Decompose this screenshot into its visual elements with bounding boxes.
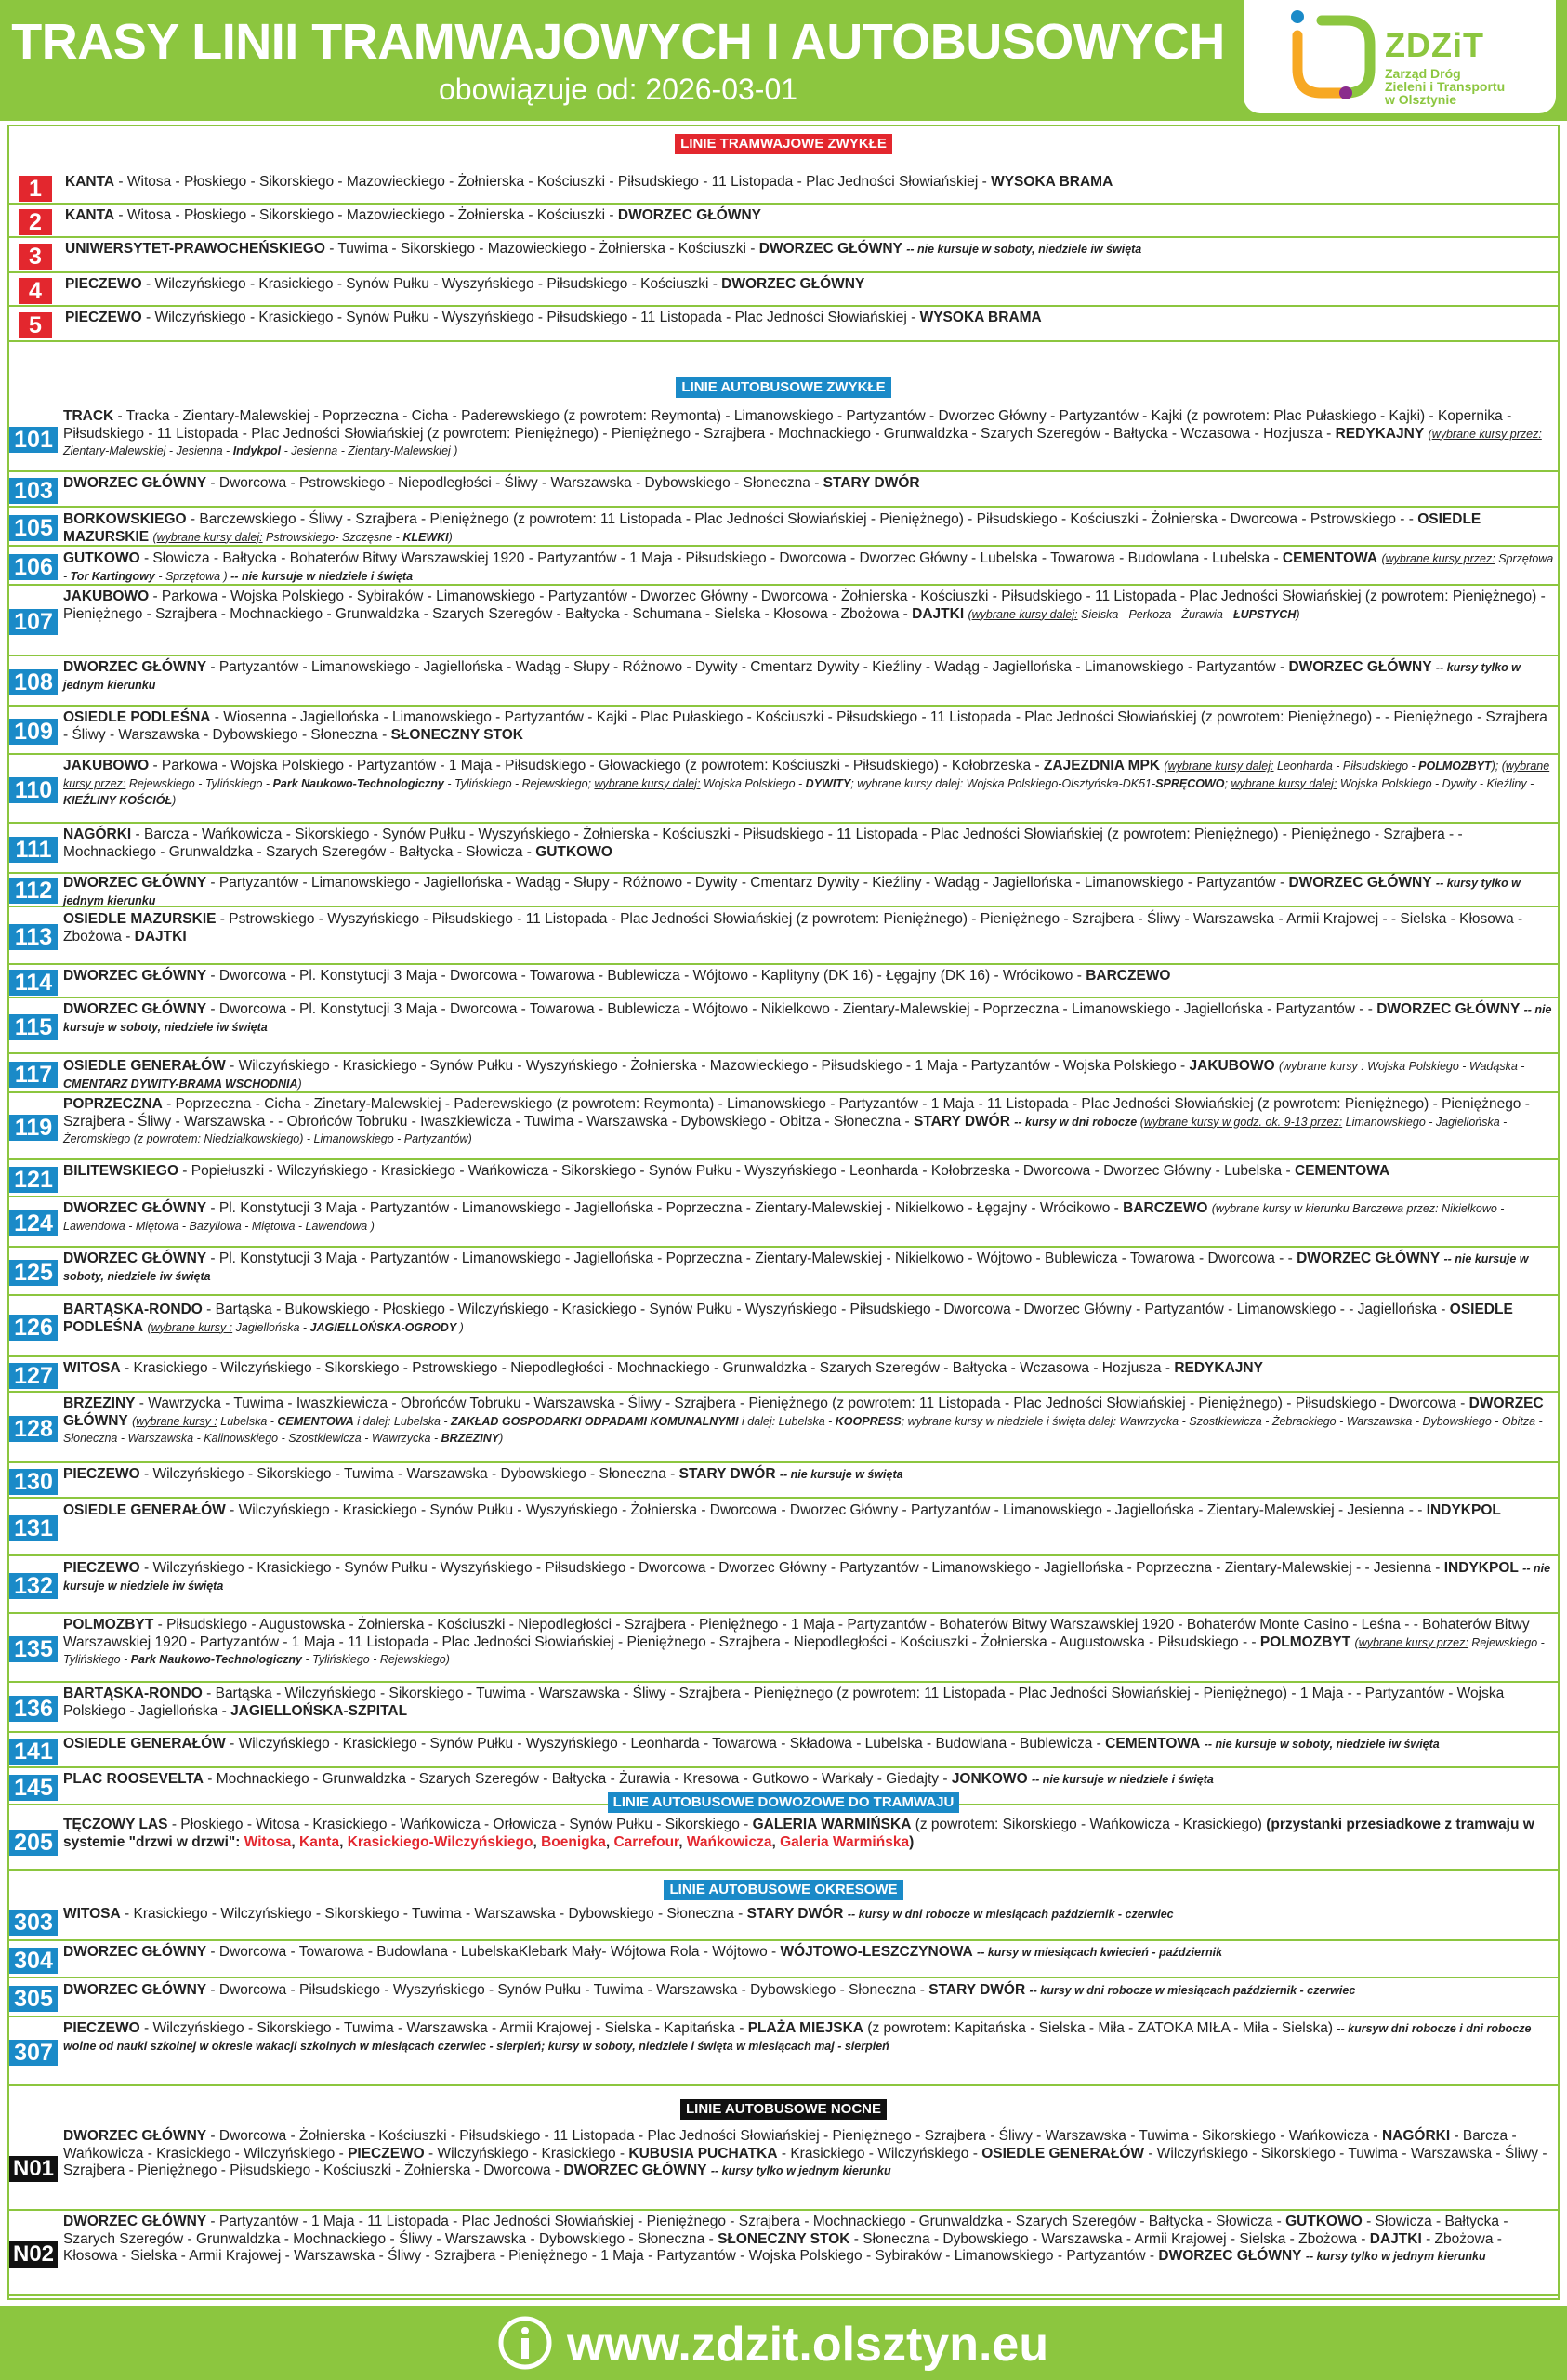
section-feeder-label: LINIE AUTOBUSOWE DOWOZOWE DO TRAMWAJU: [608, 1792, 960, 1813]
route-number-badge: 305: [9, 1986, 58, 2012]
section-seasonal-label: LINIE AUTOBUSOWE OKRESOWE: [664, 1880, 902, 1900]
route-number-badge: 110: [9, 777, 58, 803]
route-number-badge: 130: [9, 1469, 58, 1495]
info-icon: [497, 2315, 553, 2371]
route-row: [9, 309, 1558, 342]
route-row: [9, 1395, 1558, 1463]
route-number-badge: 117: [9, 1062, 58, 1088]
route-row: [9, 757, 1558, 824]
route-description: DWORZEC GŁÓWNY - Dworcowa - Piłsudskiego - Wyszyńskiego - Synów Pułku - Tuwima - Warszawska - Dybowskiego - Słoneczna - STARY DWÓR -- kursy w dni robocze w miesiącach październik - czerwiec: [63, 1982, 1356, 1998]
route-number-badge: 105: [9, 515, 58, 541]
route-description: WITOSA - Krasickiego - Wilczyńskiego - Sikorskiego - Pstrowskiego - Niepodległości - Mochnackiego - Grunwaldzka - Szarych Szeregów - Bałtycka - Wczasowa - Hozjusza - REDYKAJNY: [63, 1360, 1263, 1376]
route-number-badge: 119: [9, 1115, 58, 1141]
route-number-badge: 1: [19, 176, 52, 202]
route-number-badge: 205: [9, 1830, 58, 1856]
logo-line-3: w Olsztynie: [1385, 92, 1457, 107]
route-row: [9, 1980, 1558, 2017]
route-row: [9, 509, 1558, 547]
route-description: KANTA - Witosa - Płoskiego - Sikorskiego - Mazowieckiego - Żołnierska - Kościuszki - DWORZEC GŁÓWNY: [65, 207, 762, 223]
route-number-badge: 125: [9, 1260, 58, 1286]
route-description: DWORZEC GŁÓWNY - Dworcowa - Pstrowskiego - Niepodległości - Śliwy - Warszawska - Dybowskiego - Słoneczna - STARY DWÓR: [63, 475, 920, 491]
section-bus-label: LINIE AUTOBUSOWE ZWYKŁE: [676, 377, 890, 398]
route-row: [9, 1501, 1558, 1556]
route-row: [9, 1685, 1558, 1733]
route-row: [9, 1616, 1558, 1683]
zdzit-logo-icon: [1288, 7, 1377, 110]
route-description: TĘCZOWY LAS - Płoskiego - Witosa - Krasickiego - Wańkowicza - Orłowicza - Synów Pułku - Sikorskiego - GALERIA WARMIŃSKA (z powrotem: Sikorskiego - Wańkowicza - Krasickiego) (przystanki przesiadkowe z tramwaju w systemie "drzwi w drzwi": Witosa, Kanta, Krasickiego-Wilczyńskiego, Boenigka, Carrefour, Wańkowicza, Galeria Warmińska): [63, 1817, 1534, 1850]
route-number-badge: 304: [9, 1948, 58, 1974]
route-number-badge: 127: [9, 1363, 58, 1389]
route-number-badge: 107: [9, 609, 58, 635]
route-number-badge: N02: [9, 2241, 58, 2268]
route-number-badge: 111: [9, 837, 58, 863]
logo-line-1: Zarząd Dróg: [1385, 66, 1461, 81]
logo-line-2: Zieleni i Transportu: [1385, 79, 1506, 94]
route-number-badge: 121: [9, 1167, 58, 1193]
route-number-badge: 115: [9, 1014, 58, 1040]
route-row: [9, 2213, 1558, 2296]
route-number-badge: 112: [9, 878, 58, 904]
route-row: [9, 275, 1558, 307]
route-row: [9, 1815, 1558, 1871]
route-number-badge: 303: [9, 1910, 58, 1936]
section-tram-label: LINIE TRAMWAJOWE ZWYKŁE: [675, 134, 892, 154]
section-night-label: LINIE AUTOBUSOWE NOCNE: [680, 2099, 887, 2120]
route-row: [9, 2019, 1558, 2086]
route-description: BARTĄSKA-RONDO - Bartąska - Wilczyńskiego - Sikorskiego - Tuwima - Warszawska - Śliwy - Szrajbera - Pieniężnego (z powrotem: 11 Listopada - Plac Jedności Słowiańskiej - Pieniężnego) - 1 Maja - - Partyzantów - Wojska Polskiego - Jagiellońska - JAGIELLOŃSKA-SZPITAL: [63, 1686, 1505, 1719]
route-description: DWORZEC GŁÓWNY - Dworcowa - Pl. Konstytucji 3 Maja - Dworcowa - Towarowa - Bublewicza - Wójtowo - Nikielkowo - Zientary-Malewskiej - Poprzeczna - Limanowskiego - Jagiellońska - Partyzantów - - DWORZEC GŁÓWNY -- nie kursuje w soboty, niedziele iw święta: [63, 1001, 1552, 1034]
route-number-badge: 114: [9, 970, 58, 996]
route-number-badge: 2: [19, 209, 52, 235]
route-row: [9, 206, 1558, 238]
route-description: BORKOWSKIEGO - Barczewskiego - Śliwy - Szrajbera - Pieniężnego (z powrotem: 11 Listopada - Plac Jedności Słowiańskiej - Pieniężnego) - Piłsudskiego - Kościuszki - Żołnierska - Dworcowa - Pstrowskiego - - OSIEDLE MAZURSKIE (wybrane kursy dalej: Pstrowskiego- Szczęsne - KLEWKI): [63, 511, 1481, 545]
route-number-badge: 109: [9, 719, 58, 745]
route-row: [9, 708, 1558, 755]
route-row: [9, 874, 1558, 907]
logo-name: ZDZiT: [1385, 26, 1484, 64]
route-description: PIECZEWO - Wilczyńskiego - Krasickiego - Synów Pułku - Wyszyńskiego - Piłsudskiego - 11 Listopada - Plac Jedności Słowiańskiej - WYSOKA BRAMA: [65, 310, 1042, 325]
route-row: [9, 1095, 1558, 1160]
route-row: [9, 474, 1558, 508]
route-row: [9, 1465, 1558, 1499]
route-description: BARTĄSKA-RONDO - Bartąska - Bukowskiego - Płoskiego - Wilczyńskiego - Krasickiego - Synów Pułku - Wyszyńskiego - Piłsudskiego - Dworcowa - Dworzec Główny - Partyzantów - Limanowskiego - - Jagiellońska - OSIEDLE PODLEŚNA (wybrane kursy : Jagiellońska - JAGIELLOŃSKA-OGRODY ): [63, 1302, 1513, 1335]
route-description: DWORZEC GŁÓWNY - Partyzantów - Limanowskiego - Jagiellońska - Wadąg - Słupy - Różnowo - Dywity - Cmentarz Dywity - Kieźliny - Wadąg - Jagiellońska - Limanowskiego - Partyzantów - DWORZEC GŁÓWNY -- kursy tylko w jednym kierunku: [63, 659, 1521, 692]
route-row: [9, 909, 1558, 965]
route-description: KANTA - Witosa - Płoskiego - Sikorskiego - Mazowieckiego - Żołnierska - Kościuszki - Piłsudskiego - 11 Listopada - Plac Jedności Słowiańskiej - WYSOKA BRAMA: [65, 174, 1113, 190]
route-row: [9, 1250, 1558, 1296]
route-description: OSIEDLE GENERAŁÓW - Wilczyńskiego - Krasickiego - Synów Pułku - Wyszyńskiego - Leonharda - Towarowa - Składowa - Lubelska - Budowlana - Bublewicza - CEMENTOWA -- nie kursuje w soboty, niedziele iw święta: [63, 1736, 1440, 1752]
validity-date: obowiązuje od: 2026-03-01: [438, 73, 798, 106]
route-number-badge: 124: [9, 1210, 58, 1236]
section-night: [0, 2099, 1567, 2120]
route-description: OSIEDLE GENERAŁÓW - Wilczyńskiego - Krasickiego - Synów Pułku - Wyszyńskiego - Żołnierska - Mazowieckiego - Piłsudskiego - 1 Maja - Partyzantów - Wojska Polskiego - JAKUBOWO (wybrane kursy : Wojska Polskiego - Wadąska - CMENTARZ DYWITY-BRAMA WSCHODNIA): [63, 1058, 1525, 1091]
route-description: POLMOZBYT - Piłsudskiego - Augustowska - Żołnierska - Kościuszki - Niepodległości - Szrajbera - Pieniężnego - 1 Maja - Partyzantów - Bohaterów Bitwy Warszawskiej 1920 - Bohaterów Monte Casino - Leśna - - Bohaterów Bitwy Warszawskiej 1920 - Partyzantów - 1 Maja - 11 Listopada - Plac Jedności Słowiańskiej - Pieniężnego - Szrajbera - Niepodległości - Kościuszki - Żołnierska - Augustowska - Piłsudskiego - - POLMOZBYT (wybrane kursy przez: Rejewskiego - Tylińskiego - Park Naukowo-Technologiczny - Tylińskiego - Rejewskiego): [63, 1617, 1545, 1666]
route-description: TRACK - Tracka - Zientary-Malewskiej - Poprzeczna - Cicha - Paderewskiego (z powrotem: Reymonta) - Limanowskiego - Partyzantów - Dworzec Główny - Partyzantów - Kajki (z powrotem: Plac Pułaskiego - Kajki) - Kopernika - Piłsudskiego - 11 Listopada - Plac Jedności Słowiańskiej (z powrotem: Pieniężnego) - Pieniężnego - Szrajbera - Mochnackiego - Grunwaldzka - Szarych Szeregów - Bałtycka - Wczasowa - Hozjusza - REDYKAJNY (wybrane kursy przez: Zientary-Malewskiej - Jesienna - Indykpol - Jesienna - Zientary-Malewskiej ): [63, 408, 1542, 457]
route-row: [9, 407, 1558, 472]
route-description: DWORZEC GŁÓWNY - Dworcowa - Żołnierska - Kościuszki - Piłsudskiego - 11 Listopada - Plac Jedności Słowiańskiej - Pieniężnego - Szrajbera - Śliwy - Warszawska - Tuwima - Sikorskiego - Wańkowicza - NAGÓRKI - Barcza - Wańkowicza - Krasickiego - Wilczyńskiego - PIECZEWO - Wilczyńskiego - Krasickiego - KUBUSIA PUCHATKA - Krasickiego - Wilczyńskiego - OSIEDLE GENERAŁÓW - Wilczyńskiego - Sikorskiego - Tuwima - Warszawska - Śliwy - Szrajbera - Pieniężnego - Piłsudskiego - Kościuszki - Żołnierska - Dworcowa - DWORZEC GŁÓWNY -- kursy tylko w jednym kierunku: [63, 2128, 1547, 2178]
route-row: [9, 1162, 1558, 1197]
route-row: [9, 1943, 1558, 1978]
route-number-badge: 113: [9, 924, 58, 950]
route-number-badge: 128: [9, 1416, 58, 1442]
route-row: [9, 173, 1558, 205]
route-description: NAGÓRKI - Barcza - Wańkowicza - Sikorskiego - Synów Pułku - Wyszyńskiego - Żołnierska - Kościuszki - Piłsudskiego - 11 Listopada - Plac Jedności Słowiańskiej (z powrotem: Pieniężnego) - Pieniężnego - Szrajbera - - Mochnackiego - Grunwaldzka - Szarych Szeregów - Bałtycka - Słowicza - GUTKOWO: [63, 826, 1463, 860]
route-row: [9, 1359, 1558, 1393]
section-bus: [0, 377, 1567, 398]
route-number-badge: 106: [9, 554, 58, 580]
route-number-badge: N01: [9, 2156, 58, 2182]
section-tram: [0, 134, 1567, 154]
route-number-badge: 101: [9, 427, 58, 453]
route-description: DWORZEC GŁÓWNY - Dworcowa - Towarowa - Budowlana - LubelskaKlebark Mały- Wójtowa Rola - Wójtowo - WÓJTOWO-LESZCZYNOWA -- kursy w miesiącach kwiecień - październik: [63, 1944, 1223, 1960]
route-description: OSIEDLE GENERAŁÓW - Wilczyńskiego - Krasickiego - Synów Pułku - Wyszyńskiego - Żołnierska - Dworcowa - Dworzec Główny - Partyzantów - Limanowskiego - Jagiellońska - Zientary-Malewskiej - Jesienna - - INDYKPOL: [63, 1502, 1501, 1518]
route-description: POPRZECZNA - Poprzeczna - Cicha - Zinetary-Malewskiej - Paderewskiego (z powrotem: Reymonta) - Limanowskiego - Partyzantów - 1 Maja - 11 Listopada - Plac Jedności Słowiańskiej (z powrotem: Pieniężnego) - Pieniężnego - Szrajbera - Śliwy - Warszawska - - Obrońców Tobruku - Iwaszkiewicza - Tuwima - Warszawska - Dybowskiego - Obitza - Słoneczna - STARY DWÓR -- kursy w dni robocze (wybrane kursy w godz. ok. 9-13 przez: Limanowskiego - Jagiellońska - Żeromskiego (z powrotem: Niedziałkowskiego) - Limanowskiego - Partyzantów): [63, 1096, 1530, 1145]
route-description: OSIEDLE MAZURSKIE - Pstrowskiego - Wyszyńskiego - Piłsudskiego - 11 Listopada - Plac Jedności Słowiańskiej (z powrotem: Pieniężnego) - Pieniężnego - Szrajbera - Śliwy - Warszawska - Armii Krajowej - - Sielska - Kłosowa - Zbożowa - DAJTKI: [63, 911, 1523, 945]
route-number-badge: 131: [9, 1515, 58, 1541]
route-description: UNIWERSYTET-PRAWOCHEŃSKIEGO - Tuwima - Sikorskiego - Mazowieckiego - Żołnierska - Kościuszki - DWORZEC GŁÓWNY -- nie kursuje w soboty, niedziele iw święta: [65, 241, 1142, 257]
route-description: GUTKOWO - Słowicza - Bałtycka - Bohaterów Bitwy Warszawskiej 1920 - Partyzantów - 1 Maja - Piłsudskiego - Dworcowa - Dworzec Główny - Lubelska - Towarowa - Budowlana - Lubelska - CEMENTOWA (wybrane kursy przez: Sprzętowa - Tor Kartingowy - Sprzętowa ) -- nie kursuje w niedziele i święta: [63, 550, 1554, 583]
route-row: [9, 967, 1558, 998]
route-description: DWORZEC GŁÓWNY - Partyzantów - Limanowskiego - Jagiellońska - Wadąg - Słupy - Różnowo - Dywity - Cmentarz Dywity - Kieźliny - Wadąg - Jagiellońska - Limanowskiego - Partyzantów - DWORZEC GŁÓWNY -- kursy tylko w jednym kierunku: [63, 875, 1521, 907]
route-row: [9, 240, 1558, 273]
route-number-badge: 5: [19, 312, 52, 338]
route-number-badge: 141: [9, 1739, 58, 1765]
page-title: TRASY LINII TRAMWAJOWYCH I AUTOBUSOWYCH: [11, 14, 1225, 70]
route-row: [9, 826, 1558, 874]
zdzit-logo: [1244, 0, 1556, 113]
route-description: WITOSA - Krasickiego - Wilczyńskiego - Sikorskiego - Tuwima - Warszawska - Dybowskiego - Słoneczna - STARY DWÓR -- kursy w dni robocze w miesiącach październik - czerwiec: [63, 1906, 1174, 1922]
route-description: DWORZEC GŁÓWNY - Partyzantów - 1 Maja - 11 Listopada - Plac Jedności Słowiańskiej - Pieniężnego - Szrajbera - Mochnackiego - Grunwaldzka - Szarych Szeregów - Bałtycka - Słowicza - GUTKOWO - Słowicza - Bałtycka - Szarych Szeregów - Grunwaldzka - Mochnackiego - Śliwy - Warszawska - Dybowskiego - Słoneczna - SŁONECZNY STOK - Słoneczna - Dybowskiego - Warszawska - Armii Krajowej - Sielska - Zbożowa - DAJTKI - Zbożowa - Kłosowa - Sielska - Armii Krajowej - Warszawska - Śliwy - Szrajbera - Pieniężnego - 1 Maja - Partyzantów - Wojska Polskiego - Sybiraków - Limanowskiego - Partyzantów - DWORZEC GŁÓWNY -- kursy tylko w jednym kierunku: [63, 2214, 1508, 2264]
route-description: DWORZEC GŁÓWNY - Pl. Konstytucji 3 Maja - Partyzantów - Limanowskiego - Jagiellońska - Poprzeczna - Zientary-Malewskiej - Nikielkowo - Wójtowo - Bublewicza - Towarowa - Dworcowa - - DWORZEC GŁÓWNY -- nie kursuje w soboty, niedziele iw święta: [63, 1250, 1529, 1283]
route-description: JAKUBOWO - Parkowa - Wojska Polskiego - Partyzantów - 1 Maja - Piłsudskiego - Głowackiego (z powrotem: Kościuszki - Piłsudskiego) - Kołobrzeska - ZAJEZDNIA MPK (wybrane kursy dalej: Leonharda - Piłsudskiego - POLMOZBYT); (wybrane kursy przez: Rejewskiego - Tylińskiego - Park Naukowo-Technologiczny - Tylińskiego - Rejewskiego; wybrane kursy dalej: Wojska Polskiego - DYWITY; wybrane kursy dalej: Wojska Polskiego-Olsztyńska-DK51-SPRĘCOWO; wybrane kursy dalej: Wojska Polskiego - Dywity - Kieźliny - KIEŹLINY KOŚCIÓŁ): [63, 758, 1550, 807]
route-number-badge: 307: [9, 2040, 58, 2066]
route-description: PLAC ROOSEVELTA - Mochnackiego - Grunwaldzka - Szarych Szeregów - Bałtycka - Żurawia - Kresowa - Gutkowo - Warkały - Giedajty - JONKOWO -- nie kursuje w niedziele i święta: [63, 1771, 1214, 1787]
route-row: [9, 658, 1558, 707]
route-number-badge: 132: [9, 1573, 58, 1599]
route-description: JAKUBOWO - Parkowa - Wojska Polskiego - Sybiraków - Limanowskiego - Partyzantów - Dworzec Główny - Dworcowa - Żołnierska - Kościuszki - Piłsudskiego - 11 Listopada - Plac Jedności Słowiańskiej (z powrotem: Pieniężnego) - Pieniężnego - Szrajbera - Mochnackiego - Grunwaldzka - Szarych Szeregów - Bałtycka - Schumana - Sielska - Kłosowa - Zbożowa - DAJTKI (wybrane kursy dalej: Sielska - Perkoza - Żurawia - ŁUPSTYCH): [63, 588, 1546, 622]
route-number-badge: 126: [9, 1315, 58, 1341]
route-row: [9, 2127, 1558, 2211]
route-description: DWORZEC GŁÓWNY - Pl. Konstytucji 3 Maja - Partyzantów - Limanowskiego - Jagiellońska - Poprzeczna - Zientary-Malewskiej - Nikielkowo - Łęgajny - Wrócikowo - BARCZEWO (wybrane kursy w kierunku Barczewa przez: Nikielkowo - Lawendowa - Miętowa - Bazyliowa - Miętowa - Lawendowa ): [63, 1200, 1505, 1233]
route-description: OSIEDLE PODLEŚNA - Wiosenna - Jagiellońska - Limanowskiego - Partyzantów - Kajki - Plac Pułaskiego - Kościuszki - Piłsudskiego - 11 Listopada - Plac Jedności Słowiańskiej (z powrotem: Pieniężnego) - - Pieniężnego - Szrajbera - Śliwy - Warszawska - Dybowskiego - Słoneczna - SŁONECZNY STOK: [63, 709, 1547, 743]
route-number-badge: 145: [9, 1775, 58, 1801]
route-number-badge: 103: [9, 478, 58, 504]
route-row: [9, 1904, 1558, 1941]
logo-subtitle: [1385, 67, 1505, 106]
route-description: PIECZEWO - Wilczyńskiego - Krasickiego - Synów Pułku - Wyszyńskiego - Piłsudskiego - Dworcowa - Dworzec Główny - Partyzantów - Limanowskiego - Jagiellońska - Poprzeczna - Zientary-Malewskiej - - Jesienna - INDYKPOL -- nie kursuje w niedziele iw święta: [63, 1560, 1551, 1593]
header-banner: [0, 0, 1567, 121]
route-number-badge: 135: [9, 1636, 58, 1662]
route-number-badge: 108: [9, 669, 58, 695]
route-description: DWORZEC GŁÓWNY - Dworcowa - Pl. Konstytucji 3 Maja - Dworcowa - Towarowa - Bublewicza - Wójtowo - Kaplityny (DK 16) - Łęgajny (DK 16) - Wrócikowo - BARCZEWO: [63, 968, 1171, 984]
route-description: PIECZEWO - Wilczyńskiego - Krasickiego - Synów Pułku - Wyszyńskiego - Piłsudskiego - Kościuszki - DWORZEC GŁÓWNY: [65, 276, 865, 292]
route-description: BRZEZINY - Wawrzycka - Tuwima - Iwaszkiewicza - Obrońców Tobruku - Warszawska - Śliwy - Szrajbera - Pieniężnego (z powrotem: 11 Listopada - Plac Jedności Słowiańskiej - Pieniężnego) - Piłsudskiego - Dworcowa - DWORZEC GŁÓWNY (wybrane kursy : Lubelska - CEMENTOWA i dalej: Lubelska - ZAKŁAD GOSPODARKI ODPADAMI KOMUNALNYMI i dalej: Lubelska - KOOPRESS; wybrane kursy w niedziele i święta dalej: Wawrzycka - Szostkiewicza - Żebrackiego - Warszawska - Dybowskiego - Obitza - Słoneczna - Warszawska - Kalinowskiego - Szostkiewicza - Wawrzycka - BRZEZINY): [63, 1395, 1544, 1445]
route-row: [9, 1298, 1558, 1357]
route-row: [9, 1056, 1558, 1093]
route-number-badge: 4: [19, 278, 52, 304]
section-seasonal: [0, 1880, 1567, 1900]
route-description: PIECZEWO - Wilczyńskiego - Sikorskiego - Tuwima - Warszawska - Dybowskiego - Słoneczna - STARY DWÓR -- nie kursuje w święta: [63, 1466, 903, 1482]
route-row: [9, 1558, 1558, 1614]
route-description: BILITEWSKIEGO - Popiełuszki - Wilczyńskiego - Krasickiego - Wańkowicza - Sikorskiego - Synów Pułku - Wyszyńskiego - Leonharda - Kołobrzeska - Dworcowa - Dworzec Główny - Lubelska - CEMENTOWA: [63, 1163, 1390, 1179]
route-row: [9, 1000, 1558, 1054]
route-description: PIECZEWO - Wilczyńskiego - Sikorskiego - Tuwima - Warszawska - Armii Krajowej - Sielska - Kapitańska - PLAŻA MIEJSKA (z powrotem: Kapitańska - Sielska - Miła - ZATOKA MIŁA - Miła - Sielska) -- kursyw dni robocze i dni robocze wolne od nauki szkolnej w okresie wakacji szkolnych w miesiącach czerwiec - sierpień; kursy w soboty, niedziele i święta w miesiącach maj - sierpień: [63, 2020, 1532, 2053]
route-row: [9, 1735, 1558, 1768]
route-row: [9, 1199, 1558, 1248]
route-row: [9, 549, 1558, 586]
footer-banner: [0, 2306, 1567, 2380]
section-feeder: [0, 1792, 1567, 1813]
route-number-badge: 3: [19, 244, 52, 270]
route-row: [9, 588, 1558, 656]
website-link[interactable]: www.zdzit.olsztyn.eu: [567, 2318, 1049, 2372]
route-number-badge: 136: [9, 1696, 58, 1722]
